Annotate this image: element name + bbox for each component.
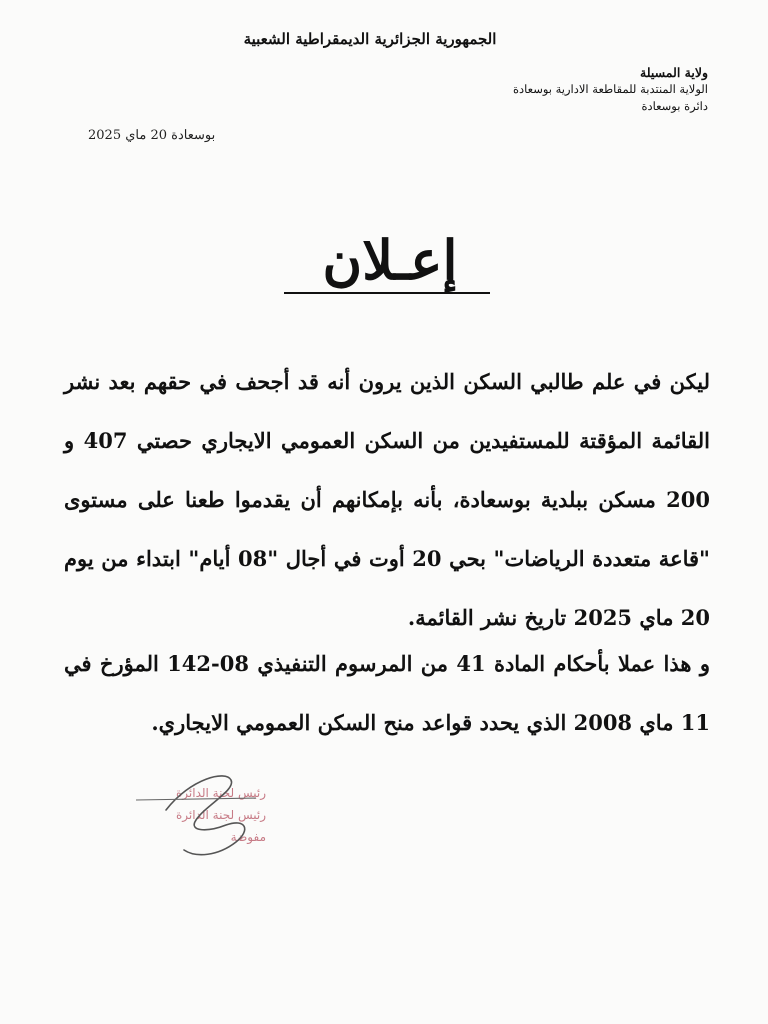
title-underline xyxy=(284,292,490,294)
republic-heading: الجمهورية الجزائرية الديمقراطية الشعبية xyxy=(243,30,497,48)
paragraph-legal-basis: و هذا عملا بأحكام المادة 41 من المرسوم التنفيذي 08-142 المؤرخ في 11 ماي 2008 الذي يحدد قواعد منح السكن العمومي الايجاري. xyxy=(64,651,710,735)
stamp-line: رئيس لجنة الدائرة xyxy=(175,808,266,822)
administrative-header xyxy=(388,64,708,115)
daira-line: دائرة بوسعادة xyxy=(641,99,708,113)
date-line: بوسعادة 20 ماي 2025 xyxy=(88,128,216,143)
wilaya-line: ولاية المسيلة xyxy=(640,65,708,80)
signature-stamp xyxy=(96,770,266,870)
delegated-wilaya-line: الولاية المنتدبة للمقاطعة الادارية بوسعادة xyxy=(513,82,708,96)
announcement-title: إعـلان xyxy=(322,228,458,292)
paragraph-appeal-notice: ليكن في علم طالبي السكن الذين يرون أنه قد أجحف في حقهم بعد نشر القائمة المؤقتة للمستفيدين من السكن العمومي الايجاري حصتي 407 و 200 مسكن ببلدية بوسعادة، بأنه بإمكانهم أن يقدموا طعنا على مستوى "قاعة متعددة الرياضات" بحي 20 أوت في أجال "08 أيام" ابتداء من يوم 20 ماي 2025 تاريخ نشر القائمة. xyxy=(64,369,710,630)
stamp-line: رئيس لجنة الدائرة xyxy=(175,786,266,800)
handwritten-signature xyxy=(96,770,266,870)
stamp-line: مفوضة xyxy=(230,830,266,844)
